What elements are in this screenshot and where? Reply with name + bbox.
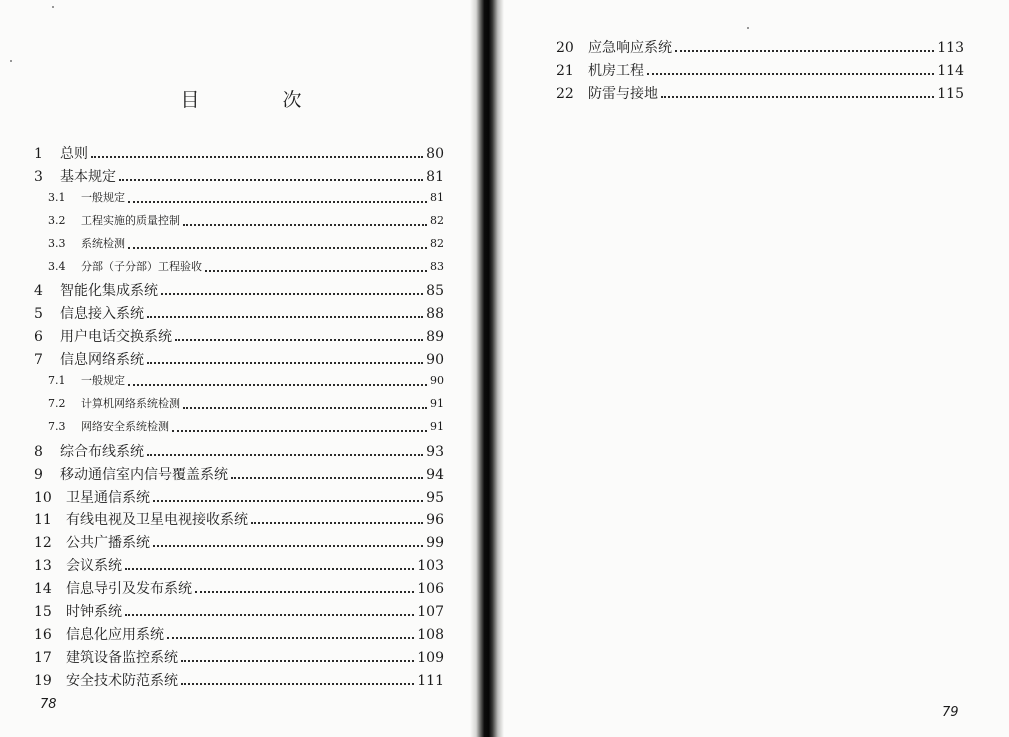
toc-entry-number: 6 [34, 329, 43, 346]
toc-entry-number: 3.2 [48, 213, 66, 227]
left-page [0, 0, 482, 737]
toc-dot-leader [167, 637, 414, 639]
toc-entry-number: 21 [556, 62, 574, 79]
toc-entry [34, 464, 444, 484]
toc-entry-number: 3.1 [48, 190, 66, 204]
toc-entry [34, 647, 444, 667]
toc-entry [34, 166, 444, 186]
toc-entry-page: 85 [426, 283, 444, 300]
toc-entry-number: 7.1 [48, 374, 66, 387]
toc-dot-leader [183, 224, 427, 226]
toc-entry-title: 一般规定 [81, 374, 125, 387]
toc-entry-number: 20 [556, 40, 574, 56]
toc-dot-leader [251, 522, 423, 524]
toc-entry [34, 303, 444, 323]
toc-title: 目 次 [180, 89, 334, 111]
toc-entry-page: 90 [426, 352, 444, 369]
toc-entry [34, 624, 444, 644]
toc-entry-title: 信息化应用系统 [66, 626, 164, 643]
toc-entry-page: 89 [426, 329, 444, 346]
toc-dot-leader [183, 407, 427, 409]
toc-entry-title: 防雷与接地 [588, 85, 658, 102]
toc-entry-title: 计算机网络系统检测 [81, 396, 180, 410]
toc-dot-leader [153, 545, 423, 547]
toc-entry [48, 212, 444, 230]
toc-entry [34, 670, 444, 690]
toc-entry-title: 应急响应系统 [588, 40, 672, 56]
toc-entry-number: 10 [34, 489, 52, 506]
toc-dot-leader [147, 362, 423, 364]
toc-entry [556, 37, 964, 57]
toc-entry-number: 8 [34, 443, 43, 460]
toc-dot-leader [181, 683, 414, 685]
toc-entry-page: 107 [417, 604, 444, 620]
toc-entry-page: 94 [426, 466, 444, 483]
toc-entry [34, 441, 444, 461]
toc-entry-page: 115 [937, 85, 964, 102]
toc-entry-title: 系统检测 [81, 236, 125, 250]
toc-dot-leader [161, 293, 423, 295]
toc-entry-page: 109 [417, 649, 444, 666]
toc-entry-number: 9 [34, 466, 43, 483]
toc-dot-leader [195, 591, 414, 593]
toc-entry-page: 80 [426, 146, 444, 162]
toc-entry-page: 114 [937, 62, 964, 79]
toc-dot-leader [231, 477, 423, 479]
toc-entry-page: 93 [426, 443, 444, 460]
toc-entry [556, 60, 964, 80]
toc-entry [48, 395, 444, 413]
toc-entry [34, 509, 444, 529]
toc-entry-title: 有线电视及卫星电视接收系统 [66, 512, 248, 529]
toc-dot-leader [128, 384, 427, 386]
toc-entry-title: 工程实施的质量控制 [81, 213, 180, 227]
toc-entry [34, 555, 444, 575]
toc-dot-leader [128, 247, 427, 249]
toc-entry-page: 111 [417, 672, 444, 689]
toc-entry-title: 用户电话交换系统 [60, 329, 172, 346]
toc-dot-leader [647, 73, 934, 75]
toc-dot-leader [175, 339, 423, 341]
toc-entry-number: 11 [34, 512, 52, 529]
toc-entry [48, 235, 444, 253]
toc-entry [34, 280, 444, 300]
toc-entry-title: 智能化集成系统 [60, 283, 158, 300]
toc-entry-page: 91 [430, 419, 444, 433]
toc-entry [34, 532, 444, 552]
toc-entry-number: 7.3 [48, 419, 66, 433]
toc-entry [34, 143, 444, 163]
toc-dot-leader [153, 500, 423, 502]
toc-entry-title: 安全技术防范系统 [66, 672, 178, 689]
toc-entry-number: 16 [34, 626, 52, 643]
toc-entry-number: 5 [34, 306, 43, 323]
toc-entry-number: 3 [34, 168, 43, 185]
toc-entry [34, 487, 444, 507]
toc-dot-leader [181, 660, 414, 662]
toc-entry-title: 卫星通信系统 [66, 489, 150, 506]
page-number-left: 78 [40, 697, 57, 712]
toc-entry-number: 3.3 [48, 236, 66, 250]
toc-entry-title: 建筑设备监控系统 [66, 649, 178, 666]
toc-entry-page: 108 [417, 626, 444, 643]
toc-entry-title: 信息网络系统 [60, 352, 144, 369]
toc-entry-number: 14 [34, 581, 52, 598]
toc-entry-page: 81 [426, 168, 444, 185]
toc-entry-page: 113 [937, 40, 964, 56]
toc-dot-leader [119, 179, 423, 181]
toc-entry [34, 326, 444, 346]
toc-dot-leader [128, 201, 427, 203]
toc-entry-title: 会议系统 [66, 558, 122, 575]
right-page [492, 0, 1009, 737]
toc-entry [48, 189, 444, 207]
toc-entry-page: 82 [430, 213, 444, 227]
toc-entry-page: 83 [430, 259, 444, 273]
toc-entry-number: 3.4 [48, 259, 66, 273]
book-spine-shadow [470, 0, 504, 737]
toc-dot-leader [675, 50, 934, 52]
toc-entry-number: 22 [556, 85, 574, 102]
toc-entry-title: 信息导引及发布系统 [66, 581, 192, 598]
toc-entry-title: 基本规定 [60, 168, 116, 185]
toc-dot-leader [91, 156, 423, 158]
toc-entry-title: 网络安全系统检测 [81, 419, 169, 433]
scan-speck [52, 6, 54, 8]
toc-entry [48, 372, 444, 390]
toc-entry-number: 15 [34, 604, 52, 620]
toc-entry [34, 349, 444, 369]
toc-dot-leader [125, 568, 414, 570]
toc-entry [48, 418, 444, 436]
toc-entry-page: 95 [426, 489, 444, 506]
toc-entry-number: 19 [34, 672, 52, 689]
toc-entry-number: 4 [34, 283, 43, 300]
toc-entry-page: 82 [430, 236, 444, 250]
toc-entry-number: 1 [34, 146, 43, 162]
toc-entry-page: 90 [430, 374, 444, 387]
toc-entry-page: 96 [426, 512, 444, 529]
toc-entry-title: 一般规定 [81, 190, 125, 204]
scan-speck [747, 27, 749, 29]
toc-dot-leader [147, 316, 423, 318]
toc-dot-leader [205, 270, 427, 272]
toc-entry-title: 移动通信室内信号覆盖系统 [60, 466, 228, 483]
toc-entry-number: 7.2 [48, 396, 66, 410]
toc-entry-number: 17 [34, 649, 52, 666]
toc-entry [34, 578, 444, 598]
toc-dot-leader [661, 96, 934, 98]
toc-entry-title: 机房工程 [588, 62, 644, 79]
toc-entry [34, 601, 444, 621]
toc-entry-page: 99 [426, 535, 444, 552]
toc-entry [556, 83, 964, 103]
toc-entry-title: 总则 [60, 146, 88, 162]
toc-entry-page: 103 [417, 558, 444, 575]
toc-entry-number: 12 [34, 535, 52, 552]
toc-entry-title: 分部（子分部）工程验收 [81, 259, 202, 273]
toc-entry-number: 7 [34, 352, 43, 369]
toc-entry-title: 信息接入系统 [60, 306, 144, 323]
toc-entry-title: 时钟系统 [66, 604, 122, 620]
toc-dot-leader [125, 614, 414, 616]
toc-entry [48, 258, 444, 276]
toc-entry-title: 公共广播系统 [66, 535, 150, 552]
toc-dot-leader [172, 430, 427, 432]
scan-speck [10, 60, 12, 62]
toc-entry-number: 13 [34, 558, 52, 575]
toc-entry-page: 91 [430, 396, 444, 410]
toc-dot-leader [147, 454, 423, 456]
toc-entry-page: 88 [426, 306, 444, 323]
toc-entry-page: 81 [430, 190, 444, 204]
toc-entry-page: 106 [417, 581, 444, 598]
page-number-right: 79 [942, 705, 959, 720]
toc-entry-title: 综合布线系统 [60, 443, 144, 460]
